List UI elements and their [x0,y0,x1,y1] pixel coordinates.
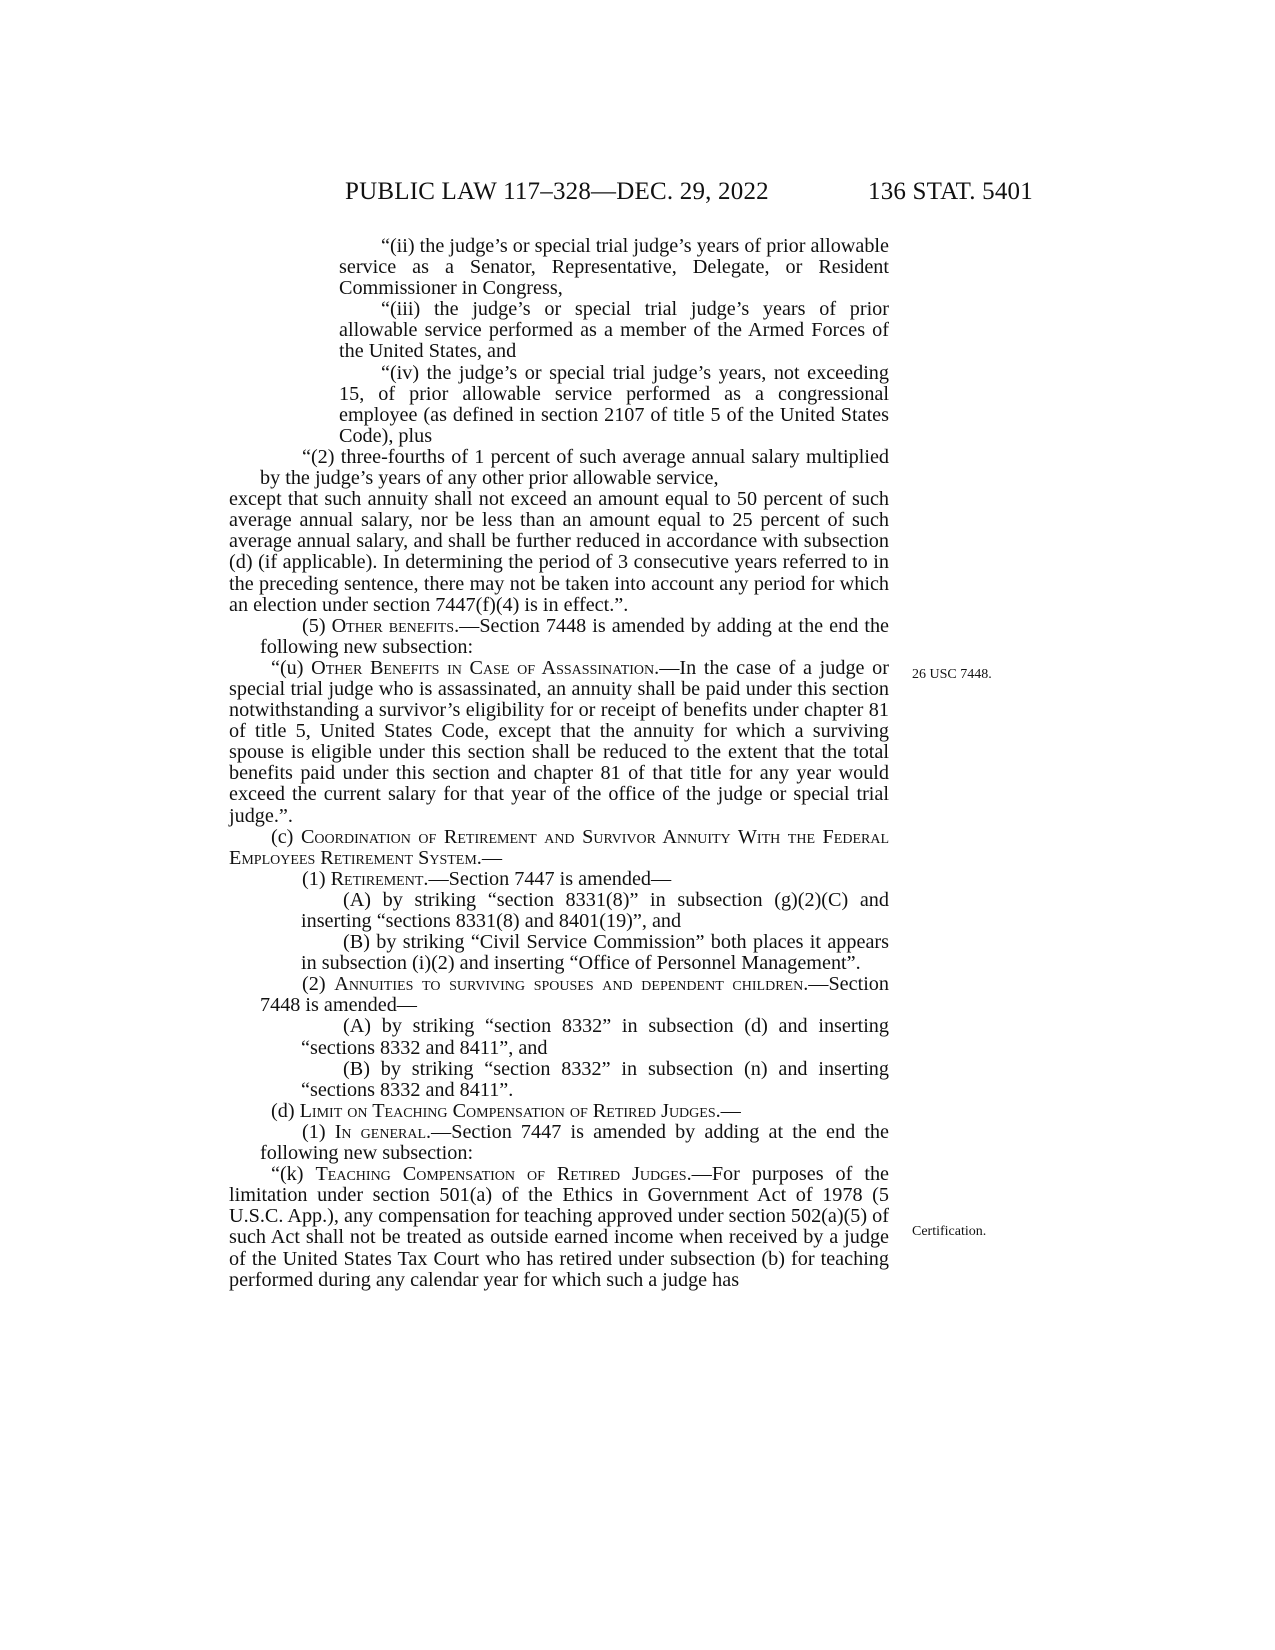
subsection-k-number: “(k) [271,1163,316,1186]
paragraph-2-heading: Annuities to surviving spouses and dependent children [334,973,804,996]
subsection-k-heading: Teaching Compensation of Retired Judges [315,1163,687,1186]
subsection-d-number: (d) [271,1099,300,1122]
paragraph-5-text: .—Section 7448 is amended by adding at the end the following new subsection: [260,614,889,658]
paragraph-1-heading: Retirement [330,867,424,890]
subsection-d-text: .— [715,1099,741,1122]
in-general-heading: In general [334,1120,426,1143]
in-general-text: .—Section 7447 is amended by adding at the end the following new subsection: [260,1120,889,1165]
paragraph-2-number: (2) [302,973,335,996]
paragraph-2-text: .—Section 7448 is amended— [260,973,889,1017]
clause-ii: “(ii) the judge’s or special trial judge’s years of prior allowable service as a Senator, Representative, Delegate, or Resident Commissioner in Congress, [339,235,889,300]
subsection-d [229,1101,889,1122]
except-clause: except that such annuity shall not exceed an amount equal to 50 percent of such average annual salary, nor be less than an amount equal to 25 percent of such average annual salary, and shall be further reduced in accordance with subsection (d) (if applicable). In determining the period of 3 consecutive years referred to in the preceding sentence, there may not be taken into account any period for which an election under section 7447(f)(4) is in effect.”. [229,488,889,616]
subsection-u-number: “(u) [271,656,312,679]
subparagraph-a-1: (A) by striking “section 8331(8)” in subsection (g)(2)(C) and inserting “sections 8331(8) and 8401(19)”, and [301,888,889,932]
margin-note-usc: 26 USC 7448. [912,667,992,682]
subsection-k [229,1164,889,1291]
running-head-title: PUBLIC LAW 117–328—DEC. 29, 2022 [345,178,769,205]
document-body [229,236,889,1291]
subsection-u-text: .—In the case of a judge or special trial judge who is assassinated, an annuity shall be paid under this section notwithstanding a survivor’s eligibility for or receipt of benefits under chapter 81 of title 5, United States Code, except that the annuity for which a surviving spouse is eligible under this section shall be reduced to the extent that the total benefits paid under this section and chapter 81 of that title for any year would exceed the current salary for that year of the office of the judge or special trial judge.”. [229,656,889,827]
clause-iii: “(iii) the judge’s or special trial judge’s years of prior allowable service performed as a member of the Armed Forces of the United States, and [339,298,889,363]
paragraph-5-number: (5) [302,614,332,637]
margin-note-certification: Certification. [912,1224,987,1239]
page-citation: 136 STAT. 5401 [868,178,1033,205]
subparagraph-b-1: (B) by striking “Civil Service Commission” both places it appears in subsection (i)(2) and inserting “Office of Personnel Management”. [301,931,889,975]
subparagraph-a-2: (A) by striking “section 8332” in subsection (d) and inserting “sections 8332 and 8411”, and [301,1015,889,1059]
subsection-k-text: .—For purposes of the limitation under section 501(a) of the Ethics in Government Act of 1978 (5 U.S.C. App.), any compensation for teaching approved under section 502(a)(5) of such Act shall not be treated as outside earned income when received by a judge of the United States Tax Court who has retired under subsection (b) for teaching performed during any calendar year for which such a judge has [229,1163,890,1291]
subsection-u [229,658,889,827]
subsection-c-text: .— [476,846,503,869]
paragraph-1-number: (1) [302,867,331,890]
clause-iv: “(iv) the judge’s or special trial judge’s years, not exceeding 15, of prior allowable service performed as a congressional employee (as defined in section 2107 of title 5 of the United States Code), plus [339,361,889,447]
paragraph-1-text: .—Section 7447 is amended— [423,867,672,890]
subsection-d-heading: Limit on Teaching Compensation of Retired Judges [299,1099,716,1122]
in-general-number: (1) [302,1120,335,1143]
subsection-c [229,827,889,869]
subsection-c-heading: Coordination of Retirement and Survivor Annuity With the Federal Employees Retirement System [229,825,889,869]
subsection-c-number: (c) [271,825,301,848]
paragraph-1-retirement [229,869,889,890]
subsection-u-heading: Other Benefits in Case of Assassination [311,656,655,679]
paragraph-2: “(2) three-fourths of 1 percent of such average annual salary multiplied by the judge’s years of any other prior allowable service, [260,445,889,490]
paragraph-2-annuities [229,974,889,1016]
subparagraph-b-2: (B) by striking “section 8332” in subsection (n) and inserting “sections 8332 and 8411”. [301,1057,889,1101]
paragraph-1-in-general [229,1122,889,1164]
paragraph-5-heading: Other benefits [331,614,455,637]
paragraph-5-other-benefits [229,616,889,658]
